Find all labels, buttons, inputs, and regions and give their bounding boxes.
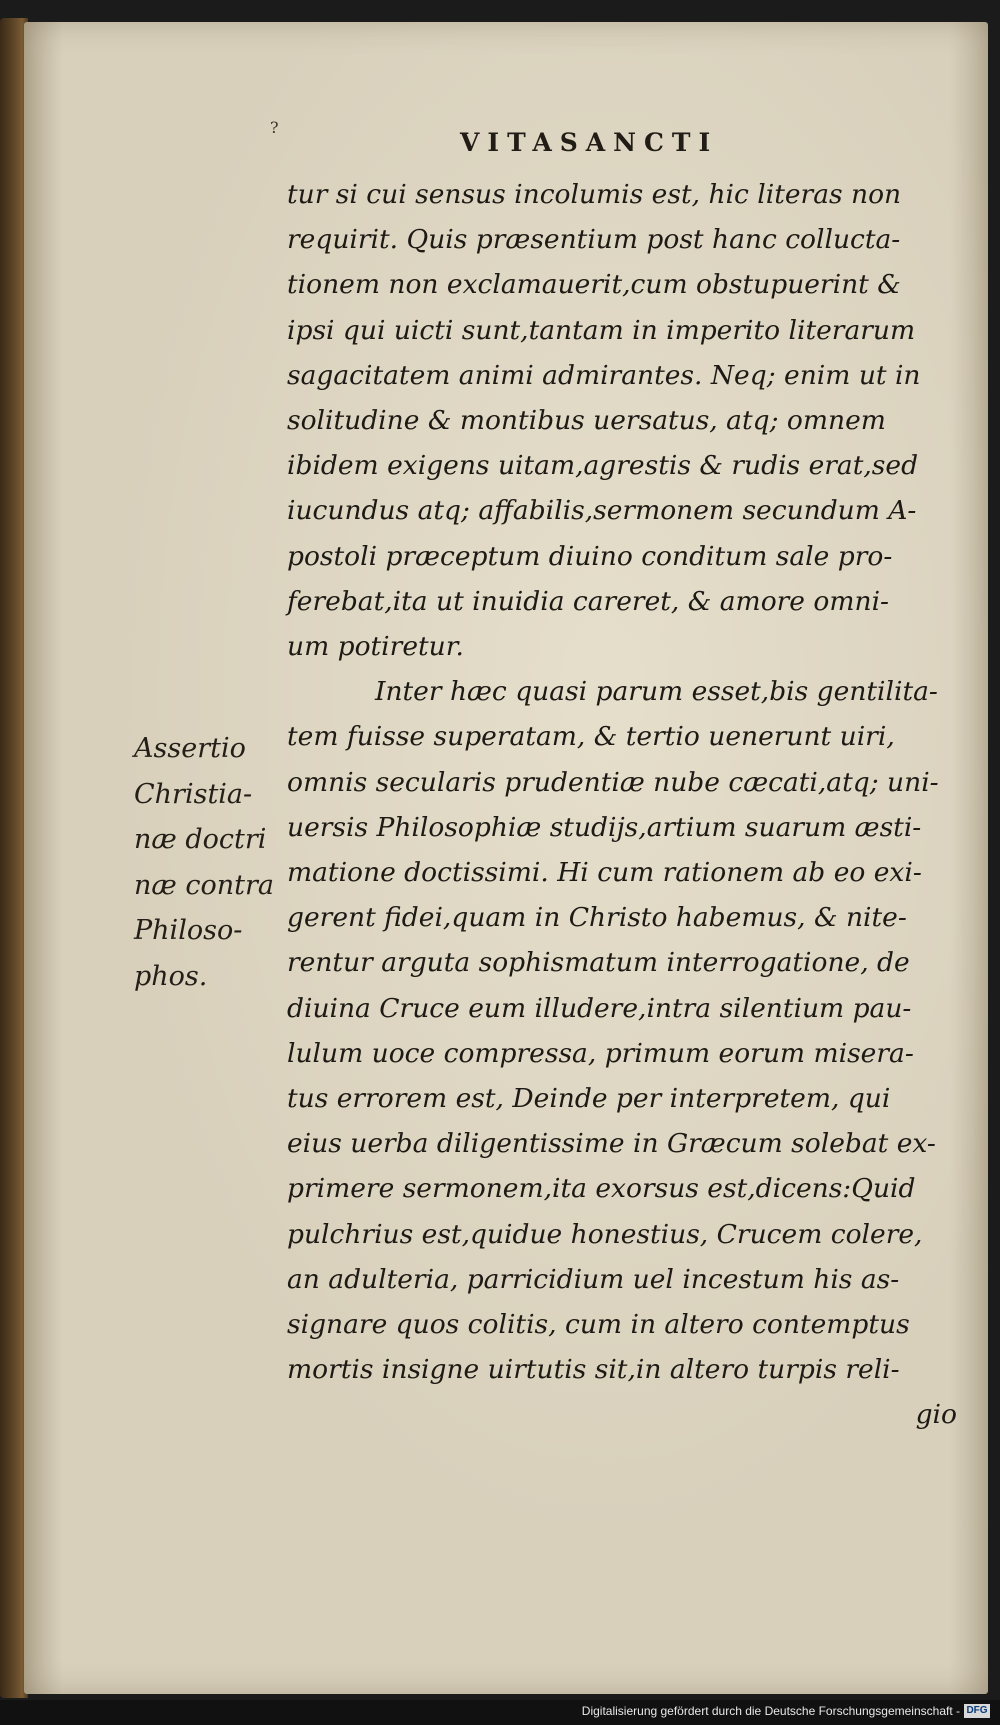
page-mark: ? xyxy=(270,118,279,137)
text-line: gerent fidei,quam in Christo habemus, & nite- xyxy=(287,902,907,934)
dfg-logo: DFG xyxy=(964,1704,990,1718)
marginal-note-line: phos. xyxy=(134,960,208,992)
text-line: ipsi qui uicti sunt,tantam in imperito literarum xyxy=(287,314,916,346)
text-line: tionem non exclamauerit,cum obstupuerint & xyxy=(287,269,901,301)
funding-credit: Digitalisierung gefördert durch die Deutsche Forschungsgemeinschaft - xyxy=(581,1704,960,1718)
text-line: primere sermonem,ita exorsus est,dicens:Quid xyxy=(287,1173,916,1205)
text-line: an adulteria, parricidium uel incestum his as- xyxy=(287,1263,900,1295)
text-line: rentur arguta sophismatum interrogatione, de xyxy=(287,947,910,979)
text-line: omnis secularis prudentiæ nube cæcati,atq; uni- xyxy=(287,766,939,798)
text-line: tur si cui sensus incolumis est, hic literas non xyxy=(287,179,902,210)
text-line: solitudine & montibus uersatus, atq; omnem xyxy=(287,405,886,437)
text-line: ibidem exigens uitam,agrestis & rudis erat,sed xyxy=(287,450,919,482)
marginal-note-line: næ doctri xyxy=(134,824,267,855)
text-line: mortis insigne uirtutis sit,in altero turpis reli- xyxy=(287,1354,900,1386)
marginal-note xyxy=(134,726,284,999)
text-line: iucundus atq; affabilis,sermonem secundum A- xyxy=(287,495,917,527)
text-line: eius uerba diligentissime in Græcum solebat ex- xyxy=(287,1128,936,1160)
text-line: requirit. Quis præsentium post hanc collucta- xyxy=(287,224,901,256)
text-line: postoli præceptum diuino conditum sale pro- xyxy=(287,540,893,572)
marginal-note-line: Christia- xyxy=(134,778,253,810)
text-line: tem fuisse superatam, & tertio uenerunt uiri, xyxy=(287,721,895,753)
text-line: matione doctissimi. Hi cum rationem ab eo exi- xyxy=(287,857,922,889)
main-text-block xyxy=(287,172,967,1438)
text-line: ferebat,ita ut inuidia careret, & amore omni- xyxy=(287,585,889,617)
catchword: gio xyxy=(915,1399,957,1431)
marginal-note-line: Assertio xyxy=(134,733,246,764)
marginal-note-line: næ contra xyxy=(134,869,274,901)
text-line: uersis Philosophiæ studijs,artium suarum æsti- xyxy=(287,811,922,843)
paragraph-start-line: Inter hæc quasi parum esset,bis gentilita- xyxy=(375,676,938,708)
footer-bar xyxy=(0,1700,1000,1725)
text-line: diuina Cruce eum illudere,intra silentium pau- xyxy=(287,992,912,1024)
running-head: VITASANCTI xyxy=(460,128,719,157)
text-line: lulum uoce compressa, primum eorum misera- xyxy=(287,1037,914,1069)
marginal-note-line: Philoso- xyxy=(134,915,243,946)
text-line: signare quos colitis, cum in altero contemptus xyxy=(287,1309,910,1341)
text-line: tus errorem est, Deinde per interpretem, qui xyxy=(287,1083,891,1115)
text-line: um potiretur. xyxy=(287,631,464,663)
text-line: pulchrius est,quidue honestius, Crucem colere, xyxy=(287,1218,923,1250)
text-line: sagacitatem animi admirantes. Neq; enim ut in xyxy=(287,359,921,391)
